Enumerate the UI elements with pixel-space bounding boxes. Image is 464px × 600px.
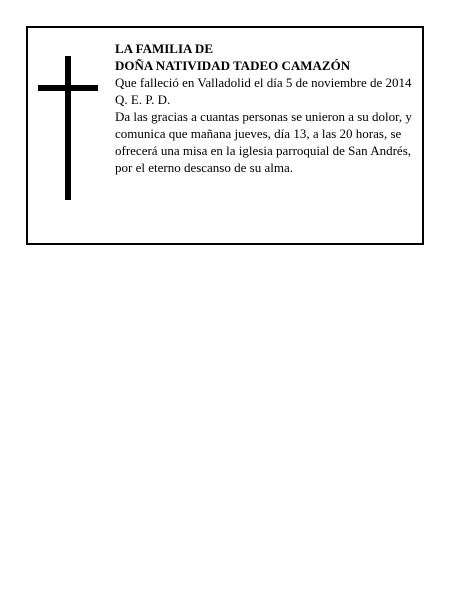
notice-text xyxy=(115,40,415,176)
cross-vertical-bar xyxy=(65,56,71,200)
family-heading: LA FAMILIA DE xyxy=(115,41,213,56)
thanks-message: Da las gracias a cuantas personas se unieron a su dolor, y comunica que mañana jueves, día 13, a las 20 horas, se ofrecerá una misa en la iglesia parroquial de San Andrés, por el eterno descanso de su alma. xyxy=(115,109,412,175)
death-announcement: Que falleció en Valladolid el día 5 de noviembre de 2014 xyxy=(115,75,412,90)
cross-icon xyxy=(38,56,98,200)
qepd-text: Q. E. P. D. xyxy=(115,92,171,107)
obituary-notice xyxy=(26,26,424,245)
cross-horizontal-bar xyxy=(38,85,98,91)
deceased-name: DOÑA NATIVIDAD TADEO CAMAZÓN xyxy=(115,58,351,73)
